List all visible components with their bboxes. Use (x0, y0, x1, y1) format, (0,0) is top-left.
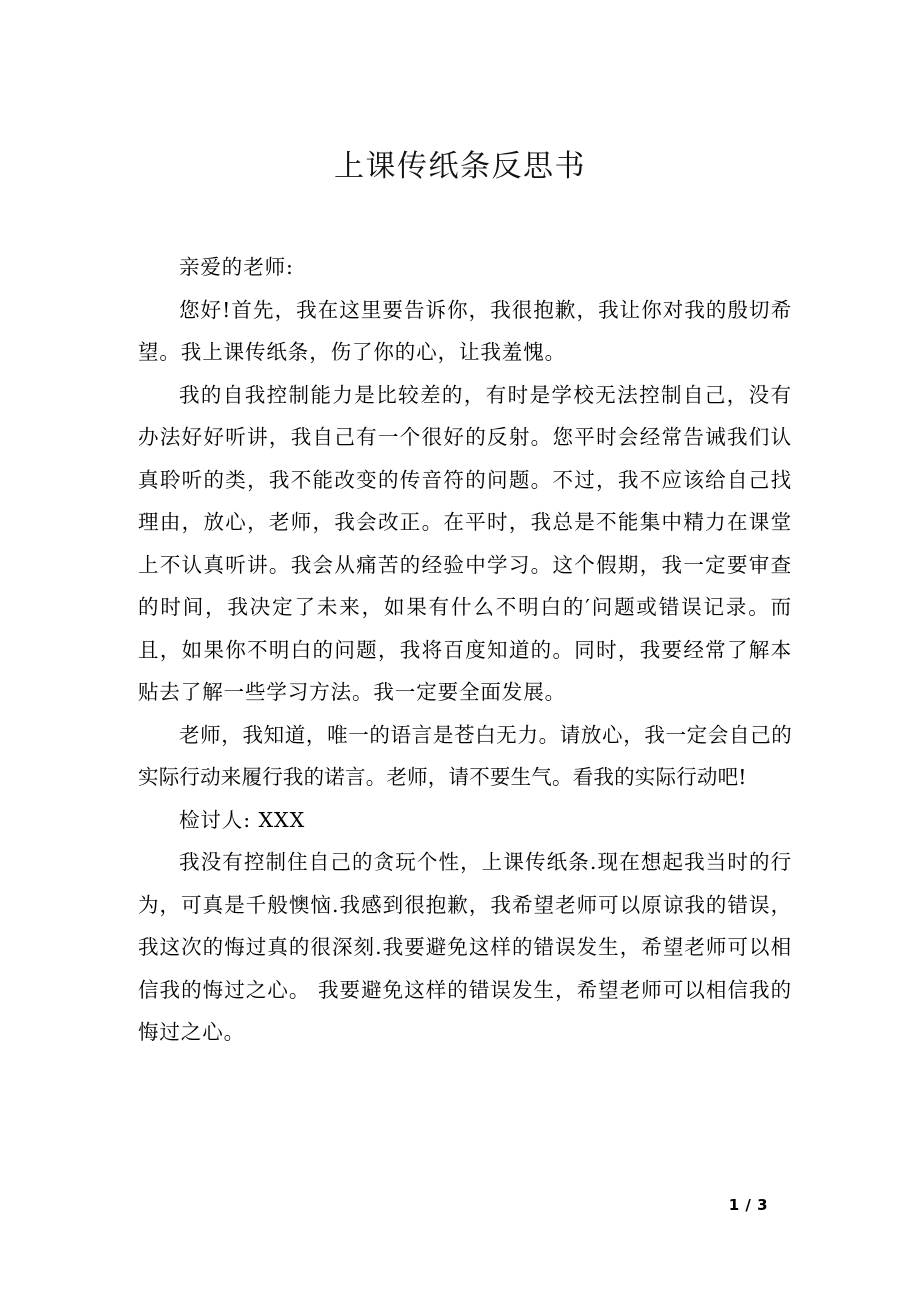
page-number: 1 / 3 (728, 1196, 768, 1214)
page-footer (0, 1196, 920, 1226)
signature-label: 检讨人: (179, 807, 252, 832)
closing-paragraph: 我没有控制住自己的贪玩个性，上课传纸条.现在想起我当时的行为，可真是千般懊恼.我感到很抱歉，我希望老师可以原谅我的错误，我这次的悔过真的很深刻.我要避免这样的错误发生，希望老师可以相信我的悔过之心。 我要避免这样的错误发生，希望老师可以相信我的悔过之心。 (138, 850, 792, 1044)
paragraph-2: 我的自我控制能力是比较差的，有时是学校无法控制自己，没有办法好好听讲，我自己有一个很好的反射。您平时会经常告诫我们认真聆听的类，我不能改变的传音符的问题。不过，我不应该给自己找理由，放心，老师，我会改正。在平时，我总是不能集中精力在课堂上不认真听讲。我会从痛苦的经验中学习。这个假期，我一定要审查的时间，我决定了未来，如果有什么不明白的′问题或错误记录。而且，如果你不明白的问题，我将百度知道的。同时，我要经常了解本贴去了解一些学习方法。我一定要全面发展。 (138, 382, 792, 704)
signature-name: XXX (258, 807, 306, 832)
paragraph-3: 老师，我知道，唯一的语言是苍白无力。请放心，我一定会自己的实际行动来履行我的诺言。老师，请不要生气。看我的实际行动吧! (138, 722, 792, 789)
signature-line (138, 799, 792, 842)
paragraph-1: 您好!首先，我在这里要告诉你，我很抱歉，我让你对我的殷切希望。我上课传纸条，伤了你的心，让我羞愧。 (138, 297, 792, 364)
salutation: 亲爱的老师: (179, 255, 294, 279)
document-body (138, 246, 792, 1054)
page-title: 上课传纸条反思书 (334, 149, 586, 185)
